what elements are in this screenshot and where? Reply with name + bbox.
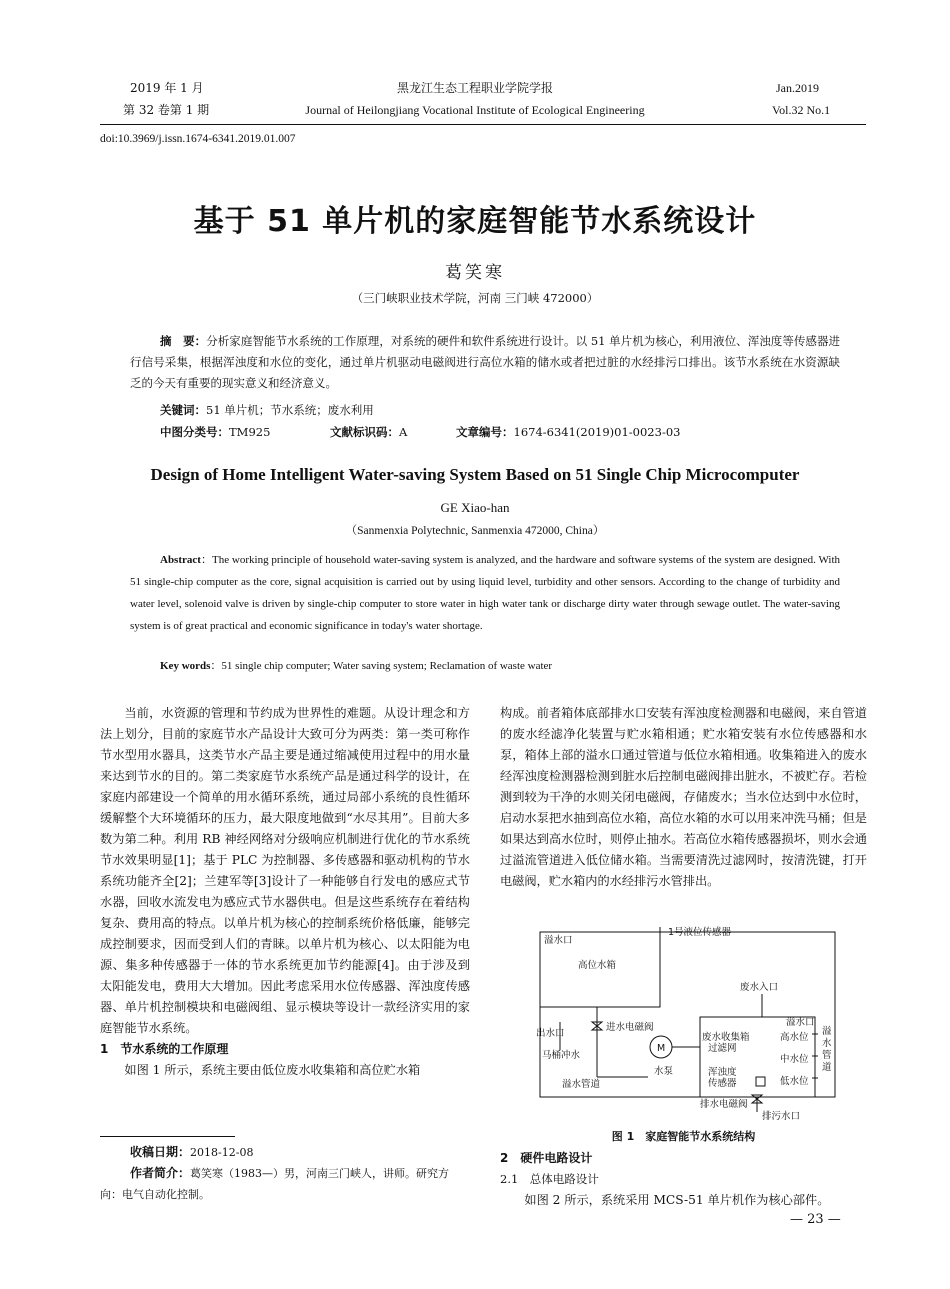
figure-1-diagram	[530, 922, 850, 1122]
label-turbidity-1: 浑浊度	[708, 1067, 737, 1078]
document-code: 文献标识码：A	[330, 425, 408, 439]
section-1-heading: 1 节水系统的工作原理	[100, 1042, 229, 1056]
section-2-1-text: 如图 2 所示，系统采用 MCS-51 单片机作为核心部件。	[524, 1193, 830, 1207]
right-column-text: 构成。前者箱体底部排水口安装有浑浊度检测器和电磁阀，来自管道的废水经滤净化装置与贮水箱相通；贮水箱安装有水位传感器和水泵，箱体上部的溢水口通过管道与低位水箱相通。收集箱进入的废水经浑浊度检测器检测到脏水后控制电磁阀排出脏水，不被贮存。若检测到较为干净的水则关闭电磁阀，存储废水；当水位达到中水位时，启动水泵把水抽到高位水箱，高位水箱的水可以用来冲洗马桶；但是如果达到高水位时，则停止抽水。若高位水箱传感器损坏，则水会通过溢流管道进入低位储水箱。当需要清洗过滤网时，按清洗键，打开电磁阀，贮水箱内的水经排污水管排出。	[500, 706, 867, 888]
footnote	[100, 1142, 470, 1205]
title-en: Design of Home Intelligent Water-saving System Based on 51 Single Chip Microcomputer	[150, 465, 800, 484]
svg-text:溢水管道: 溢水管道	[822, 1026, 832, 1073]
label-overflow-pipe-vertical	[822, 1025, 832, 1073]
right-column-bottom	[500, 1148, 867, 1211]
abstract-cn	[130, 331, 840, 394]
figure-1-caption: 图 1 家庭智能节水系统结构	[611, 1130, 756, 1143]
article-number: 文章编号：1674-6341(2019)01-0023-03	[456, 425, 681, 439]
label-overflow-port2: 溢水口	[786, 1017, 815, 1028]
author-bio: 作者简介：葛笑寒（1983—）男，河南三门峡人，讲师。研究方向：电气自动化控制。	[100, 1166, 450, 1201]
footnote-rule	[100, 1136, 235, 1137]
journal-name-cn: 黑龙江生态工程职业学院学报	[396, 81, 553, 95]
turbidity-sensor-box	[756, 1077, 765, 1086]
label-high-level: 高水位	[780, 1032, 809, 1043]
label-overflow-port: 溢水口	[544, 935, 573, 946]
issue-date-en: Jan.2019	[776, 81, 819, 95]
volume-en: Vol.32 No.1	[772, 103, 831, 117]
received-date: 收稿日期：2018-12-08	[130, 1145, 254, 1159]
keywords-en: Key words：51 single chip computer; Water saving system; Reclamation of waste water	[160, 660, 553, 672]
label-outlet: 出水口	[536, 1028, 565, 1039]
label-pump: 水泵	[654, 1066, 674, 1077]
author-cn: 葛笑寒	[445, 263, 505, 283]
abstract-cn-text: 分析家庭智能节水系统的工作原理，对系统的硬件和软件系统进行设计。以 51 单片机为核心，利用液位、浑浊度等传感器进行信号采集，根据浑浊度和水位的变化，通过单片机驱动电磁阀进行高位水箱的储水或者把过脏的水经排污口排出。该节水系统在水资源缺乏的今天有重要的现实意义和经济意义。	[130, 334, 840, 390]
keywords-cn: 关键词：51 单片机；节水系统；废水利用	[160, 403, 374, 417]
section-2-heading: 2 硬件电路设计	[500, 1151, 593, 1165]
header-rule	[100, 124, 866, 125]
label-sewage-outlet: 排污水口	[762, 1111, 801, 1122]
page-number: — 23 —	[790, 1212, 841, 1227]
label-inlet-valve: 进水电磁阀	[606, 1022, 654, 1033]
affiliation-cn: （三门峡职业技术学院，河南 三门峡 472000）	[351, 291, 599, 305]
left-column	[100, 703, 470, 1081]
author-en: GE Xiao-han	[440, 500, 510, 515]
journal-name-en: Journal of Heilongjiang Vocational Institute of Ecological Engineering	[305, 103, 645, 117]
abstract-cn-label: 摘 要：	[160, 334, 207, 348]
title-cn: 基于 51 单片机的家庭智能节水系统设计	[193, 204, 757, 239]
abstract-en	[130, 549, 840, 637]
volume-cn: 第 32 卷第 1 期	[123, 103, 210, 117]
intro-paragraph: 当前，水资源的管理和节约成为世界性的难题。从设计理念和方法上划分，目前的家庭节水产品设计大致可分为两类：第一类可称作节水型用水器具，这类节水产品主要是通过缩减使用过程中的用水量来达到节水的目的。第二类家庭节水系统产品是通过科学的设计，在家庭内部建设一个简单的用水循环系统，通过局部小系统的良性循环缓解整个大环境循环的压力，最大限度地做到“水尽其用”。目前大多数为第二种。利用 RB 神经网络对分级响应机制进行优化的节水系统节水效果明显[1]；基于 PLC 为控制器、多传感器和驱动机构的节水系统功能齐全[2]；兰建军等[3]设计了一种能够自行发电的感应式节水器，回收水流发电为感应式节水器供电。但是这些系统存在着结构复杂、费用高的特点。以单片机为核心的控制系统价格低廉，能够完成控制要求，因而受到人们的青睐。以单片机为核心、以太阳能为电源、集多种传感器于一体的节水系统更加节约能源[4]。由于涉及到太阳能发电，费用大大增加。因此考虑采用水位传感器、浑浊度传感器、单片机控制模块和电磁阀组、显示模块等设计一款经济实用的家庭智能节水系统。	[100, 706, 470, 1035]
label-low-level: 低水位	[780, 1076, 809, 1087]
clc-number: 中图分类号：TM925	[160, 425, 271, 439]
label-turbidity-2: 传感器	[708, 1078, 737, 1089]
issue-date-cn: 2019 年 1 月	[130, 81, 204, 95]
abstract-en-text: ：The working principle of household water-saving system is analyzed, and the hardware and software systems of the system are designed. With 51 single-chip computer as the core, signal acquisition is carried out by using liquid level, turbidity and other sensors. According to the change of turbidity and water level, solenoid valve is driven by single-chip computer to store water in high water tank or discharge dirty water through sewage outlet. The water-saving system is of great practical and economic significance in today's water shortage.	[130, 554, 840, 632]
right-column	[500, 703, 867, 892]
label-overflow-pipe: 溢水管道	[562, 1079, 601, 1090]
label-sensor1: 1号液位传感器	[668, 927, 732, 938]
label-mid-level: 中水位	[780, 1054, 809, 1065]
abstract-en-label: Abstract	[160, 554, 201, 566]
section-1-text: 如图 1 所示，系统主要由低位废水收集箱和高位贮水箱	[124, 1063, 421, 1077]
label-drain-valve: 排水电磁阀	[700, 1099, 748, 1110]
section-2-1-heading: 2.1 总体电路设计	[500, 1172, 599, 1186]
pump-symbol: M	[657, 1043, 666, 1054]
affiliation-en: （Sanmenxia Polytechnic, Sanmenxia 472000, China）	[345, 525, 605, 537]
label-waste-box-1: 废水收集箱	[702, 1032, 750, 1043]
system-outline	[540, 932, 835, 1097]
label-high-tank: 高位水箱	[578, 960, 617, 971]
label-waste-inlet: 废水入口	[740, 982, 779, 993]
label-waste-box-2: 过滤网	[708, 1043, 737, 1054]
label-toilet-flush: 马桶冲水	[542, 1050, 581, 1061]
doi: doi:10.3969/j.issn.1674-6341.2019.01.007	[100, 133, 296, 145]
